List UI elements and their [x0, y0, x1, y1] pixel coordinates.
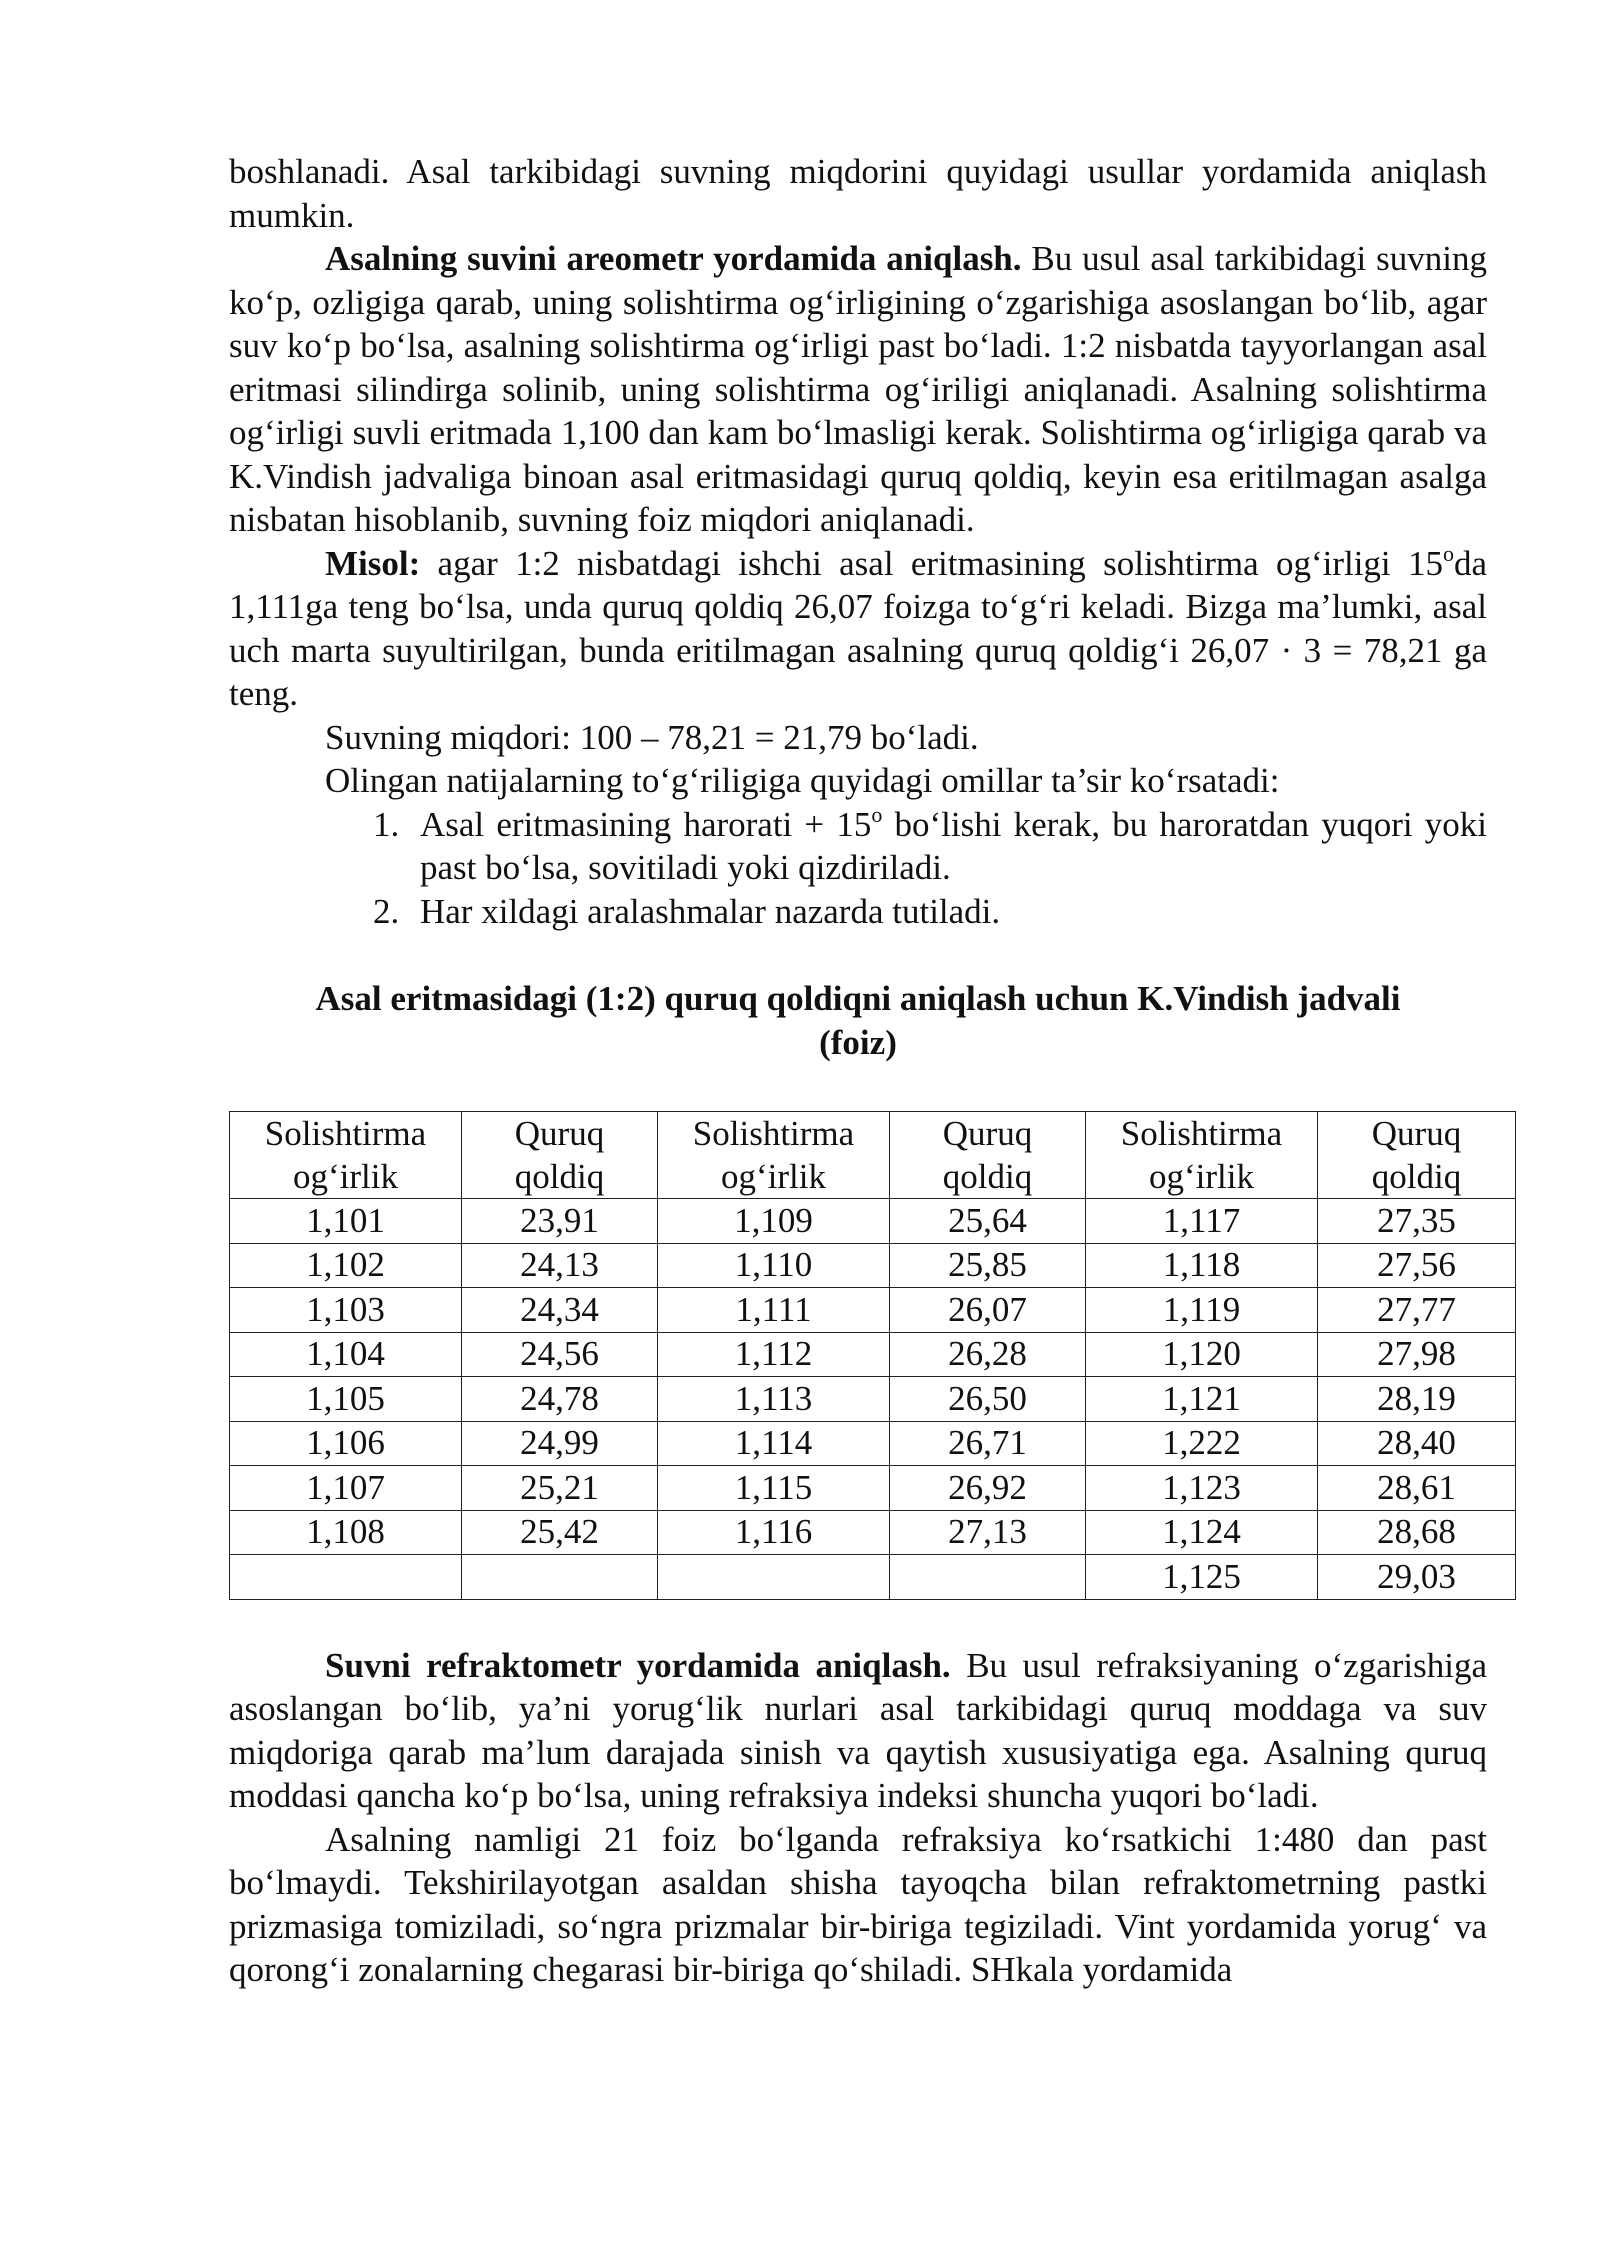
table-cell: 25,85 [890, 1243, 1086, 1288]
header-dry-residue: Quruq qoldiq [462, 1112, 658, 1199]
list-item-text-a: Har xildagi aralashmalar nazarda tutiladi. [420, 891, 1001, 931]
degree-superscript: o [871, 801, 883, 827]
table-title-line2: (foiz) [819, 1023, 897, 1062]
refraction-paragraph: Asalning namligi 21 foiz bo‘lganda refraksiya ko‘rsatkichi 1:480 dan past bo‘lmaydi. Tekshirilayotgan asaldan shisha tayoqcha bilan refraktometrning pastki prizmasiga tomiziladi, so‘ngra prizmalar bir-biriga tegiziladi. Vint yordamida yorug‘ va qorong‘i zonalarning chegarasi bir-biriga qo‘shiladi. SHkala yordamida [229, 1819, 1487, 1989]
header-dry-residue: Quruq qoldiq [1318, 1112, 1516, 1199]
table-cell: 27,77 [1318, 1288, 1516, 1333]
water-amount-line: Suvning miqdori: 100 – 78,21 = 21,79 bo‘ladi. [325, 717, 979, 757]
table-cell: 1,109 [658, 1199, 890, 1244]
list-item [229, 890, 1487, 934]
areometr-heading: Asalning suvini areometr yordamida aniqlash. [325, 239, 1022, 278]
header-specific-gravity: Solishtirma og‘irlik [1086, 1112, 1318, 1199]
table-cell: 1,102 [230, 1243, 462, 1288]
example-label: Misol: [325, 543, 421, 583]
header-dry-residue: Quruq qoldiq [890, 1112, 1086, 1199]
header-specific-gravity: Solishtirma og‘irlik [658, 1112, 890, 1199]
table-cell: 1,121 [1086, 1377, 1318, 1422]
table-cell: 1,111 [658, 1288, 890, 1333]
table-cell: 1,120 [1086, 1332, 1318, 1377]
table-cell: 26,71 [890, 1421, 1086, 1466]
table-row [230, 1555, 1516, 1600]
table-row [230, 1377, 1516, 1422]
table-row [230, 1421, 1516, 1466]
table-cell: 1,112 [658, 1332, 890, 1377]
table-cell [658, 1555, 890, 1600]
table-cell: 1,119 [1086, 1288, 1318, 1333]
table-cell: 27,13 [890, 1510, 1086, 1555]
table-cell [890, 1555, 1086, 1600]
table-row [230, 1332, 1516, 1377]
degree-superscript: o [1442, 540, 1454, 566]
refraktometr-heading: Suvni refraktometr yordamida aniqlash. [325, 1645, 951, 1685]
table-row [230, 1466, 1516, 1511]
list-item-number: 2. [373, 891, 400, 931]
table-cell: 26,92 [890, 1466, 1086, 1511]
table-cell: 24,34 [462, 1288, 658, 1333]
table-row [230, 1243, 1516, 1288]
list-item [229, 803, 1487, 890]
table-cell: 25,42 [462, 1510, 658, 1555]
table-cell: 24,56 [462, 1332, 658, 1377]
table-cell: 28,19 [1318, 1377, 1516, 1422]
table-body [230, 1199, 1516, 1600]
list-item-text-a: Asal eritmasining harorati + 15 [420, 804, 872, 844]
refraktometr-text: Bu usul refraksiyaning o‘zgarishiga asoslangan bo‘lib, ya’ni yorug‘lik nurlari asal tarkibidagi quruq moddaga va suv miqdoriga qarab ma’lum darajada sinish va qaytish xususiyatiga ega. Asalning quruq moddasi qancha ko‘p bo‘lsa, uning refraksiya indeksi shuncha yuqori bo‘ladi. [229, 1645, 1487, 1815]
table-cell: 29,03 [1318, 1555, 1516, 1600]
table-cell: 1,101 [230, 1199, 462, 1244]
table-cell: 1,124 [1086, 1510, 1318, 1555]
table-cell: 1,108 [230, 1510, 462, 1555]
factors-list [229, 803, 1487, 934]
table-cell: 27,56 [1318, 1243, 1516, 1288]
table-cell: 26,50 [890, 1377, 1086, 1422]
example-text-b: da 1,111ga teng bo‘lsa, unda quruq qoldiq 26,07 foizga to‘g‘ri keladi. Bizga ma’lumki, asal uch marta suyultirilgan, bunda eritilmagan asalning quruq qoldig‘i 26,07 · 3 = 78,21 ga teng. [229, 543, 1487, 713]
table-cell: 28,68 [1318, 1510, 1516, 1555]
table-cell: 27,35 [1318, 1199, 1516, 1244]
table-title [229, 977, 1487, 1065]
table-cell: 24,13 [462, 1243, 658, 1288]
table-cell: 1,106 [230, 1421, 462, 1466]
table-cell [230, 1555, 462, 1600]
table-cell: 24,78 [462, 1377, 658, 1422]
table-cell: 26,28 [890, 1332, 1086, 1377]
table-cell: 1,222 [1086, 1421, 1318, 1466]
table-cell: 1,105 [230, 1377, 462, 1422]
example-paragraph [229, 542, 1487, 716]
table-row [230, 1510, 1516, 1555]
table-cell: 1,114 [658, 1421, 890, 1466]
table-cell: 28,40 [1318, 1421, 1516, 1466]
table-cell: 26,07 [890, 1288, 1086, 1333]
table-cell: 1,107 [230, 1466, 462, 1511]
table-cell: 1,115 [658, 1466, 890, 1511]
factors-intro: Olingan natijalarning to‘g‘riligiga quyidagi omillar ta’sir ko‘rsatadi: [325, 761, 1280, 800]
list-item-number: 1. [373, 804, 400, 844]
table-row [230, 1199, 1516, 1244]
table-cell [462, 1555, 658, 1600]
table-cell: 25,21 [462, 1466, 658, 1511]
table-cell: 1,117 [1086, 1199, 1318, 1244]
vindish-table [229, 1111, 1516, 1600]
table-cell: 1,104 [230, 1332, 462, 1377]
table-cell: 25,64 [890, 1199, 1086, 1244]
refraktometr-paragraph [229, 1644, 1487, 1818]
table-cell: 1,113 [658, 1377, 890, 1422]
table-cell: 27,98 [1318, 1332, 1516, 1377]
table-title-line1: Asal eritmasidagi (1:2) quruq qoldiqni aniqlash uchun K.Vindish jadvali [315, 979, 1401, 1018]
table-cell: 1,118 [1086, 1243, 1318, 1288]
list-item-text-b: bo‘lishi kerak, bu haroratdan yuqori yoki past bo‘lsa, sovitiladi yoki qizdiriladi. [420, 804, 1487, 887]
table-cell: 1,116 [658, 1510, 890, 1555]
table-cell: 1,123 [1086, 1466, 1318, 1511]
intro-paragraph: boshlanadi. Asal tarkibidagi suvning miqdorini quyidagi usullar yordamida aniqlash mumkin. [229, 152, 1487, 235]
document-page [229, 150, 1487, 1992]
table-cell: 1,103 [230, 1288, 462, 1333]
table-row [230, 1288, 1516, 1333]
areometr-paragraph [229, 237, 1487, 542]
example-text-a: agar 1:2 nisbatdagi ishchi asal eritmasining solishtirma og‘irligi 15 [420, 543, 1443, 583]
table-header-row [230, 1112, 1516, 1199]
table-cell: 1,125 [1086, 1555, 1318, 1600]
header-specific-gravity: Solishtirma og‘irlik [230, 1112, 462, 1199]
table-cell: 1,110 [658, 1243, 890, 1288]
areometr-text: Bu usul asal tarkibidagi suvning ko‘p, ozligiga qarab, uning solishtirma og‘irligining o‘zgarishiga asoslangan bo‘lib, agar suv ko‘p bo‘lsa, asalning solishtirma og‘irligi past bo‘ladi. 1:2 nisbatda tayyorlangan asal eritmasi silindirga solinib, uning solishtirma og‘iriligi aniqlanadi. Asalning solishtirma og‘irligi suvli eritmada 1,100 dan kam bo‘lmasligi kerak. Solishtirma og‘irligiga qarab va K.Vindish jadvaliga binoan asal eritmasidagi quruq qoldiq, keyin esa eritilmagan asalga nisbatan hisoblanib, suvning foiz miqdori aniqlanadi. [229, 239, 1487, 539]
table-cell: 28,61 [1318, 1466, 1516, 1511]
table-cell: 23,91 [462, 1199, 658, 1244]
table-cell: 24,99 [462, 1421, 658, 1466]
